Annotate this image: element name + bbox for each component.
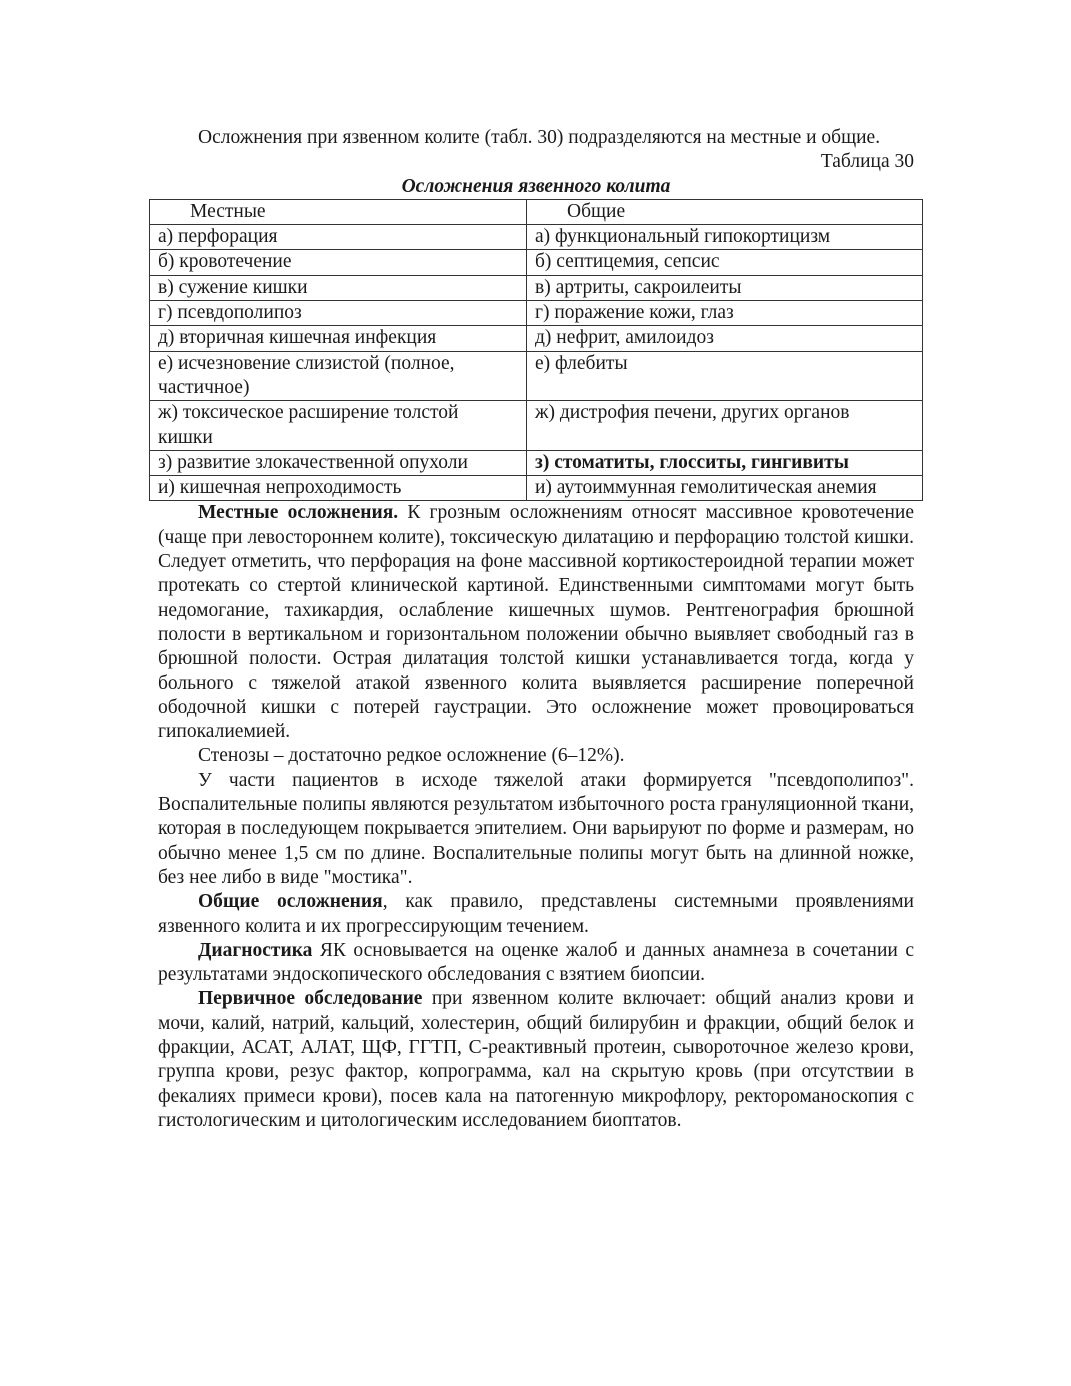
header-local: Местные bbox=[150, 199, 527, 224]
table-row bbox=[150, 401, 923, 451]
primary-exam-text: при язвенном колите включает: общий анализ крови и мочи, калий, натрий, кальций, холестерин, общий билирубин и фракции, общий белок и фракции, АСАТ, АЛАТ, ЩФ, ГГТП, С-реактивный протеин, сывороточное железо крови, группа крови, резус фактор, копрограмма, кал на скрытую кровь (при отсутствии в фекалиях примеси крови), посев кала на патогенную микрофлору, ректороманоскопия с гистологическим и цитологическим исследованием биоптатов. bbox=[158, 988, 914, 1131]
table-title: Осложнения язвенного колита bbox=[401, 175, 671, 197]
cell-general: е) флебиты bbox=[527, 351, 923, 401]
table-row bbox=[150, 250, 923, 275]
table-row bbox=[150, 225, 923, 250]
cell-local: з) развитие злокачественной опухоли bbox=[150, 450, 527, 475]
general-complications-text: , как правило, представлены системными проявлениями язвенного колита и их прогрессирующим течением. bbox=[158, 891, 914, 937]
primary-exam-paragraph bbox=[158, 987, 914, 1133]
primary-exam-heading: Первичное обследование bbox=[198, 988, 423, 1010]
cell-local: и) кишечная непроходимость bbox=[150, 476, 527, 501]
cell-local: д) вторичная кишечная инфекция bbox=[150, 326, 527, 351]
diagnostics-heading: Диагностика bbox=[198, 939, 313, 961]
cell-general: а) функциональный гипокортицизм bbox=[527, 225, 923, 250]
cell-local: а) перфорация bbox=[150, 225, 527, 250]
table-row bbox=[150, 301, 923, 326]
cell-general: г) поражение кожи, глаз bbox=[527, 301, 923, 326]
general-complications-heading: Общие осложнения bbox=[198, 891, 383, 913]
general-complications-paragraph bbox=[158, 890, 914, 939]
intro-paragraph: Осложнения при язвенном колите (табл. 30) подразделяются на местные и общие. bbox=[198, 127, 881, 148]
table-header-row bbox=[150, 199, 923, 224]
diagnostics-text: ЯК основывается на оценке жалоб и данных анамнеза в сочетании с результатами эндоскопического обследования с взятием биопсии. bbox=[158, 939, 914, 986]
table-number: Таблица 30 bbox=[820, 151, 914, 173]
local-complications-heading: Местные осложнения. bbox=[198, 502, 399, 524]
table-row bbox=[150, 351, 923, 401]
cell-local: ж) токсическое расширение толстой кишки bbox=[150, 401, 527, 451]
table-row bbox=[150, 450, 923, 475]
header-general: Общие bbox=[527, 199, 923, 224]
table-row bbox=[150, 476, 923, 501]
cell-general: в) артриты, сакроилеиты bbox=[527, 275, 923, 300]
cell-general: ж) дистрофия печени, других органов bbox=[527, 401, 923, 451]
cell-local: г) псевдополипоз bbox=[150, 301, 527, 326]
cell-general: д) нефрит, амилоидоз bbox=[527, 326, 923, 351]
table-row bbox=[150, 275, 923, 300]
document-page bbox=[158, 126, 914, 1133]
local-complications-paragraph bbox=[158, 501, 914, 744]
cell-local: е) исчезновение слизистой (полное, частичное) bbox=[150, 351, 527, 401]
cell-general: б) септицемия, сепсис bbox=[527, 250, 923, 275]
table-row bbox=[150, 326, 923, 351]
cell-local: в) сужение кишки bbox=[150, 275, 527, 300]
diagnostics-paragraph bbox=[158, 939, 914, 988]
pseudopolyposis-paragraph: У части пациентов в исходе тяжелой атаки формируется "псевдополипоз". Воспалительные полипы являются результатом избыточного роста грануляционной ткани, которая в последующем покрывается эпителием. Они варьируют по форме и размерам, но обычно менее 1,5 см по длине. Воспалительные полипы могут быть на длинной ножке, без нее либо в виде "мостика". bbox=[158, 769, 914, 888]
stenosis-paragraph: Стенозы – достаточно редкое осложнение (6–12%). bbox=[198, 745, 625, 767]
cell-local: б) кровотечение bbox=[150, 250, 527, 275]
complications-table bbox=[149, 199, 923, 502]
cell-general: и) аутоиммунная гемолитическая анемия bbox=[527, 476, 923, 501]
cell-general bbox=[527, 450, 923, 475]
cell-general-bold: з) стоматиты, глосситы, гингивиты bbox=[535, 451, 849, 473]
local-complications-text: К грозным осложнениям относят массивное кровотечение (чаще при левостороннем колите), токсическую дилатацию и перфорацию толстой кишки. Следует отметить, что перфорация на фоне массивной кортикостероидной терапии может протекать со стертой клинической картиной. Единственными симптомами могут быть недомогание, тахикардия, ослабление кишечных шумов. Рентгенография брюшной полости в вертикальном и горизонтальном положении обычно выявляет свободный газ в брюшной полости. Острая дилатация толстой кишки устанавливается тогда, когда у больного с тяжелой атакой язвенного колита выявляется расширение поперечной ободочной кишки с потерей гаустрации. Это осложнение может провоцироваться гипокалиемией. bbox=[158, 502, 914, 743]
